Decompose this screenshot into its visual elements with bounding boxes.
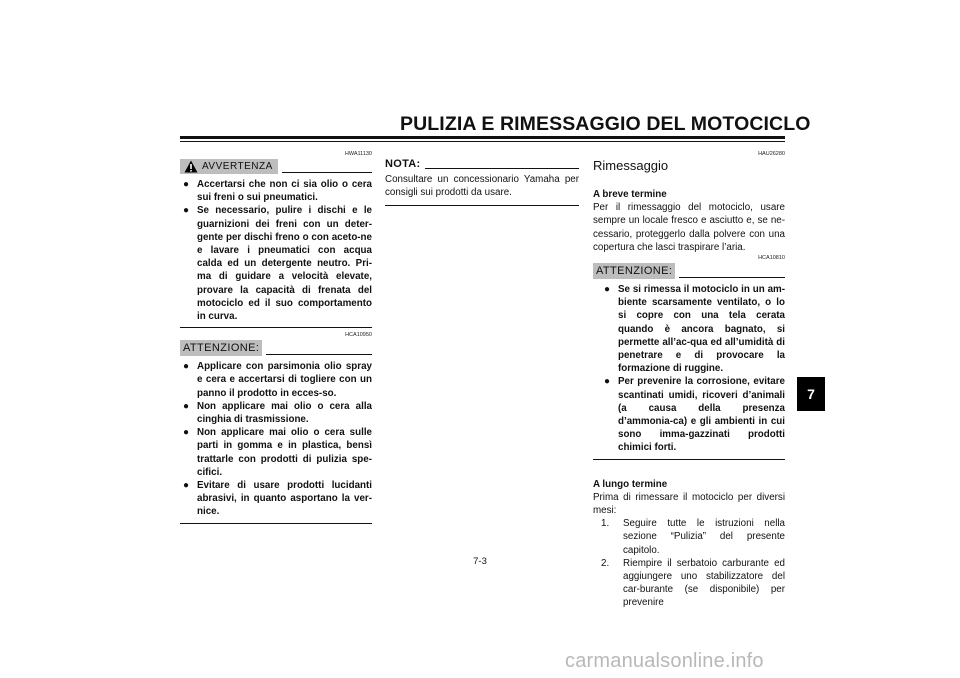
warning-item: ● Accertarsi che non ci sia olio o cera sui freni o sui pneumatici.: [183, 179, 372, 204]
caution2-item: ● Per prevenire la corrosione, evitare scantinati umidi, ricoveri d’animali (a causa della presenza d’ammonia-ca) e gli ambienti in cui sono imma-gazzinati prodotti chimici forti.: [604, 376, 785, 454]
caution1-item: ● Non applicare mai olio o cera sulle parti in gomma e in plastica, bensì trattarle con prodotti di pulizia spe-cifici.: [183, 427, 372, 478]
caution1-item: ● Evitare di usare prodotti lucidanti abrasivi, in quanto asportano la ver-nice.: [183, 480, 372, 518]
header-rule-thin: [180, 141, 785, 142]
page-number: 7-3: [473, 556, 487, 567]
bullet-icon: ●: [604, 376, 611, 388]
bullet-icon: ●: [183, 179, 190, 190]
warning-header-line: [282, 172, 372, 173]
warning-code: HWA11130: [344, 151, 372, 157]
caution1-header: [180, 340, 372, 356]
caution2-header: [593, 263, 785, 279]
warning-item: ● Se necessario, pulire i dischi e le guarnizioni dei freni con un deter-gente per dischi freno o con aceto-ne e lavare i pneumatici con acqua calda ed un detergente neutro. Pri-ma di guidare a velocità elevate, provare la capacità di frenata del motociclo ed il suo comportamento in curva.: [183, 205, 372, 323]
warning-triangle-icon: [184, 160, 198, 173]
caution2-header-line: [679, 277, 785, 278]
long-term-steps: [593, 517, 785, 609]
bullet-icon: ●: [604, 284, 611, 296]
warning-label: AVVERTENZA: [202, 161, 273, 172]
caution2-code: HCA10810: [758, 255, 785, 262]
warning-list: [180, 178, 372, 323]
section-title: Rimessaggio: [593, 158, 669, 173]
bullet-icon: ●: [183, 480, 190, 492]
caution2-item: ● Se si rimessa il motociclo in un am-biente scarsamente ventilato, o lo si copre con una tela cerata quando è ancora bagnato, si permette all’ac-qua ed all’umidità di penetrare e di provocare la formazione di ruggine.: [604, 284, 785, 375]
caution1-list: [180, 360, 372, 518]
storage-code: HAU26280: [758, 151, 785, 157]
caution1-code: HCA10950: [345, 332, 372, 339]
long-term-text: Prima di rimessare il motociclo per diversi mesi:: [593, 491, 785, 517]
column-left: [180, 150, 372, 524]
bullet-icon: ●: [183, 427, 190, 439]
caution1-end-rule: [180, 523, 372, 524]
note-label: NOTA:: [385, 158, 421, 170]
note-text: Consultare un concessionario Yamaha per consigli sui prodotti da usare.: [385, 174, 579, 199]
long-term-heading: A lungo termine: [593, 478, 668, 490]
caution2-list: [601, 283, 785, 455]
caution2-label: ATTENZIONE:: [593, 263, 675, 279]
page-title: PULIZIA E RIMESSAGGIO DEL MOTOCICLO: [400, 113, 811, 135]
bullet-icon: ●: [183, 400, 190, 412]
bullet-icon: ●: [183, 205, 190, 217]
short-term-text: Per il rimessaggio del motociclo, usare sempre un locale fresco e asciutto e, se ne-cessario, proteggerlo dalla polvere con una copertura che lasci traspirare l’aria.: [593, 202, 785, 253]
header-rule-thick: [180, 136, 785, 139]
chapter-tab[interactable]: 7: [797, 377, 825, 411]
note-header-line: [425, 168, 579, 169]
caution1-item: ● Applicare con parsimonia olio spray e cera e accertarsi di togliere con un panno il prodotto in ecces-so.: [183, 361, 372, 399]
column-right: [593, 150, 785, 610]
bullet-icon: ●: [183, 361, 190, 373]
warning-end-rule: [180, 327, 372, 328]
column-middle: [385, 157, 579, 206]
warning-label-box: [180, 159, 278, 174]
note-header: [385, 158, 579, 170]
caution1-label: ATTENZIONE:: [180, 340, 262, 356]
short-term-heading: A breve termine: [593, 189, 667, 200]
caution1-item: ● Non applicare mai olio o cera alla cinghia di trasmissione.: [183, 400, 372, 426]
step-item: 1. Seguire tutte le istruzioni nella sezione “Pulizia” del presente capitolo.: [601, 518, 785, 556]
step-item: 2. Riempire il serbatoio carburante ed aggiungere uno stabilizzatore del car-burante (se disponibile) per prevenire: [601, 557, 785, 609]
caution1-header-line: [266, 354, 372, 355]
note-end-rule: [385, 205, 579, 206]
watermark: carmanualsonline.info: [565, 650, 764, 672]
warning-header: [180, 159, 372, 174]
